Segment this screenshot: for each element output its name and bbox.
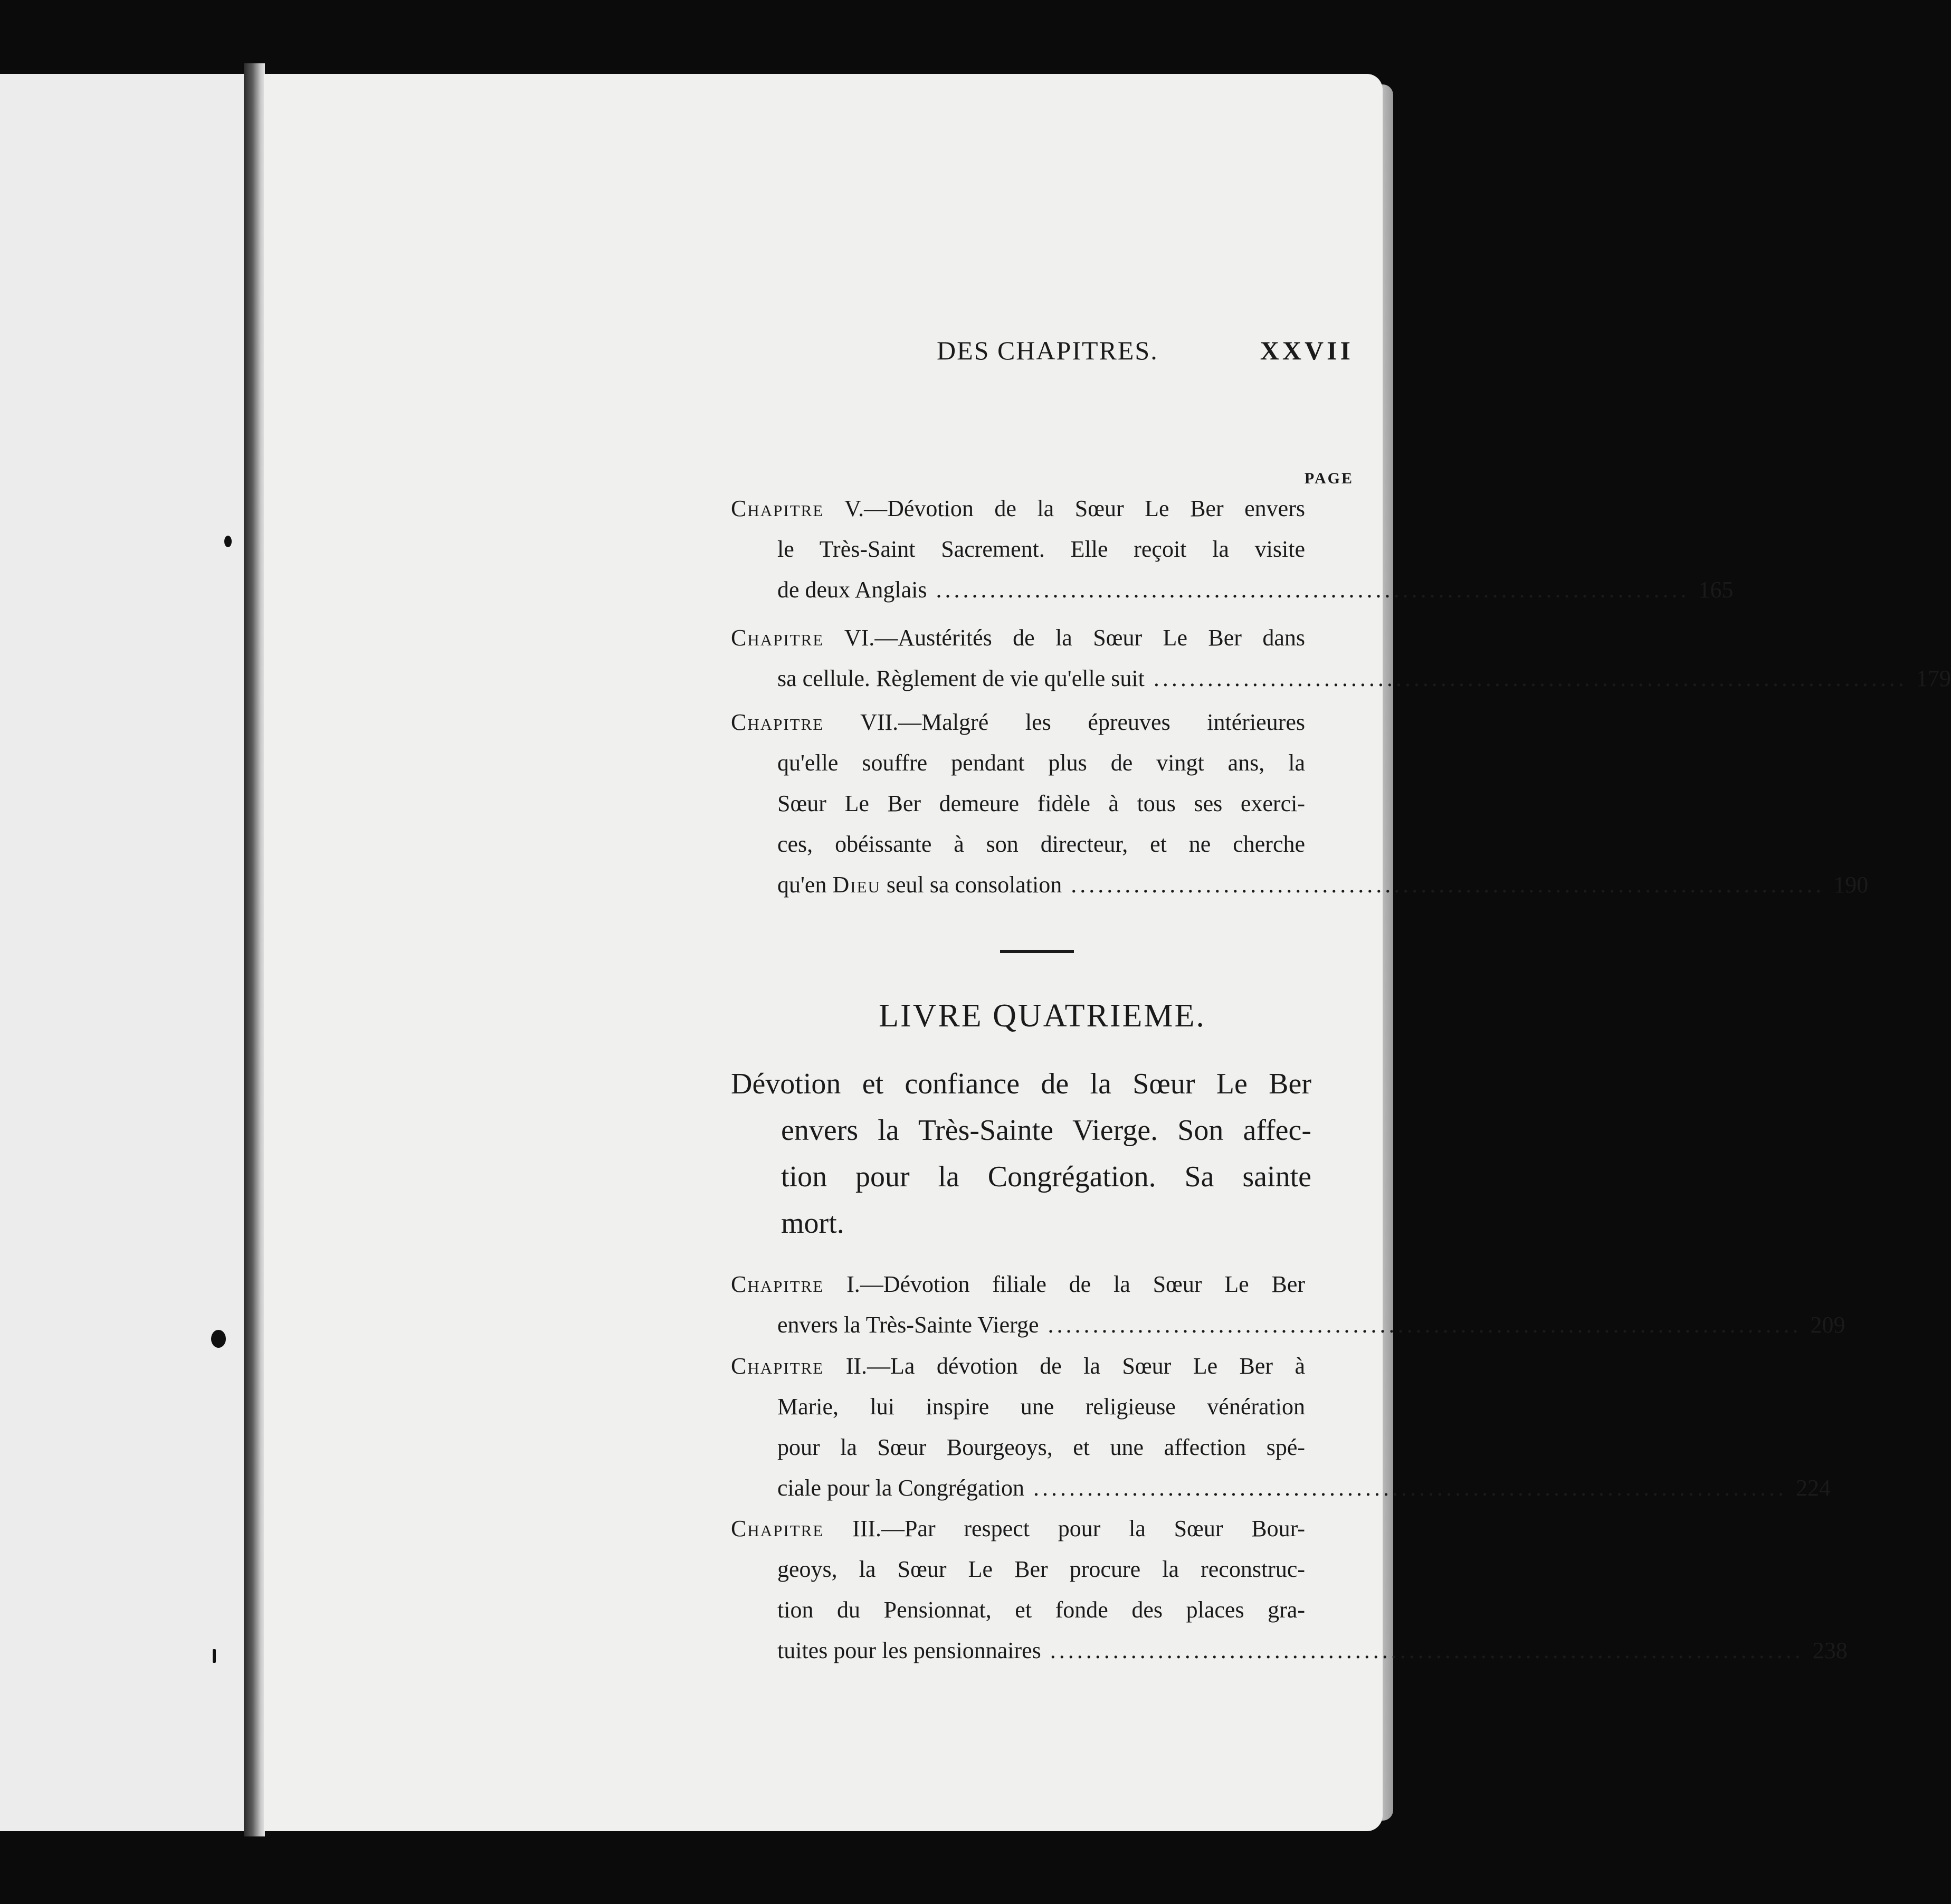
toc-entry-line: pour la Sœur Bourgeoys, et une affection spé- (777, 1434, 1305, 1460)
toc-entry-line: geoys, la Sœur Le Ber procure la reconstruc- (777, 1556, 1305, 1582)
toc-entry-leader-line (731, 1468, 1831, 1508)
summary-line: Dévotion et confiance de la Sœur Le Ber (731, 1068, 1311, 1100)
chapter-title-text: —Austérités de la Sœur Le Ber dans (874, 625, 1305, 651)
chapter-title-text: de deux Anglais (777, 577, 927, 603)
summary-line: mort. (781, 1207, 844, 1240)
chapter-title-text: —Dévotion de la Sœur Le Ber envers (864, 496, 1305, 521)
page-number: 224 (1795, 1475, 1831, 1501)
chapter-label: Chapitre (731, 496, 824, 521)
section-divider-rule (1000, 950, 1074, 953)
chapter-number: VII. (860, 709, 899, 735)
summary-line: tion pour la Congrégation. Sa sainte (781, 1160, 1311, 1193)
chapter-title-text: envers la Très-Sainte Vierge (777, 1312, 1039, 1338)
chapter-title-text: tuites pour les pensionnaires (777, 1638, 1041, 1663)
dot-leader: .................................................................................... (936, 577, 1690, 603)
dot-leader: .................................................................................... (1153, 665, 1907, 691)
chapter-label: Chapitre (731, 1516, 824, 1541)
right-page (264, 74, 1951, 1831)
chapter-number: III. (852, 1516, 881, 1541)
toc-entry-line (731, 702, 1305, 742)
toc-entry-chapitre-vii (731, 702, 1869, 905)
book-gutter (244, 63, 265, 1836)
toc-entry-line: Marie, lui inspire une religieuse vénération (777, 1394, 1305, 1420)
leader-prefix: qu'en (777, 872, 833, 898)
chapter-number: I. (846, 1271, 860, 1297)
chapter-label: Chapitre (731, 1353, 824, 1379)
running-title: DES CHAPITRES. (937, 336, 1158, 365)
chapter-title-text: —Malgré les épreuves intérieures (898, 709, 1305, 735)
margin-mark-blot (211, 1330, 226, 1348)
chapter-number: II. (845, 1353, 867, 1379)
page-number: 209 (1810, 1312, 1845, 1338)
chapter-number: VI. (844, 625, 875, 651)
toc-entry-leader-line (731, 1630, 1848, 1671)
left-page (0, 74, 248, 1831)
summary-line: envers la Très-Sainte Vierge. Son affec- (781, 1114, 1311, 1147)
chapter-label: Chapitre (731, 625, 824, 651)
chapter-label: Chapitre (731, 709, 824, 735)
small-caps-word: Dieu (832, 872, 881, 898)
chapter-title-text: sa cellule. Règlement de vie qu'elle suit (777, 665, 1145, 691)
toc-entry-chapitre-v (731, 488, 1734, 610)
running-head (731, 335, 1354, 377)
toc-entry-line: ces, obéissante à son directeur, et ne cherche (777, 831, 1305, 857)
page-column-label: PAGE (1304, 470, 1354, 487)
dot-leader: .................................................................................... (1033, 1475, 1787, 1501)
toc-entry-line: le Très-Saint Sacrement. Elle reçoit la visite (777, 536, 1305, 562)
page-number: 190 (1833, 872, 1869, 898)
toc-entry-leader-line (731, 658, 1951, 699)
margin-mark-tick (213, 1649, 216, 1663)
leader-text: seul sa consolation (880, 872, 1062, 898)
toc-entry-chapitre-iii (731, 1508, 1848, 1671)
toc-entry-line: Sœur Le Ber demeure fidèle à tous ses exerci- (777, 791, 1305, 816)
margin-mark-dot (224, 536, 232, 547)
toc-entry-leader-line (731, 864, 1869, 905)
toc-entry-line: tion du Pensionnat, et fonde des places gra- (777, 1597, 1305, 1623)
toc-entry-line (731, 1508, 1305, 1549)
toc-entry-line: qu'elle souffre pendant plus de vingt ans, la (777, 750, 1305, 776)
toc-entry-line (731, 617, 1305, 658)
toc-entry-line (731, 1264, 1305, 1305)
toc-entry-line (731, 1346, 1305, 1386)
dot-leader: .................................................................................... (1071, 872, 1825, 898)
page-number: 165 (1698, 577, 1734, 603)
page-folio: XXVII (1260, 336, 1354, 365)
toc-entry-chapitre-i (731, 1264, 1845, 1345)
chapter-label: Chapitre (731, 1271, 824, 1297)
chapter-title-text (777, 872, 1062, 898)
book-summary (731, 1061, 1311, 1246)
toc-entry-leader-line (731, 569, 1734, 610)
dot-leader: .................................................................................... (1050, 1638, 1804, 1663)
toc-entry-chapitre-ii (731, 1346, 1831, 1508)
page-number: 179 (1916, 665, 1951, 691)
chapter-title-text: —Dévotion filiale de la Sœur Le Ber (860, 1271, 1306, 1297)
dot-leader: .................................................................................... (1048, 1312, 1802, 1338)
page-number: 238 (1812, 1638, 1848, 1663)
toc-entry-chapitre-vi (731, 617, 1951, 699)
chapter-title-text: ciale pour la Congrégation (777, 1475, 1024, 1501)
chapter-number: V. (844, 496, 864, 521)
chapter-title-text: —La dévotion de la Sœur Le Ber à (867, 1353, 1306, 1379)
toc-entry-line (731, 488, 1305, 529)
chapter-title-text: —Par respect pour la Sœur Bour- (881, 1516, 1305, 1541)
toc-entry-leader-line (731, 1305, 1845, 1345)
book-title: LIVRE QUATRIEME. (879, 998, 1206, 1034)
